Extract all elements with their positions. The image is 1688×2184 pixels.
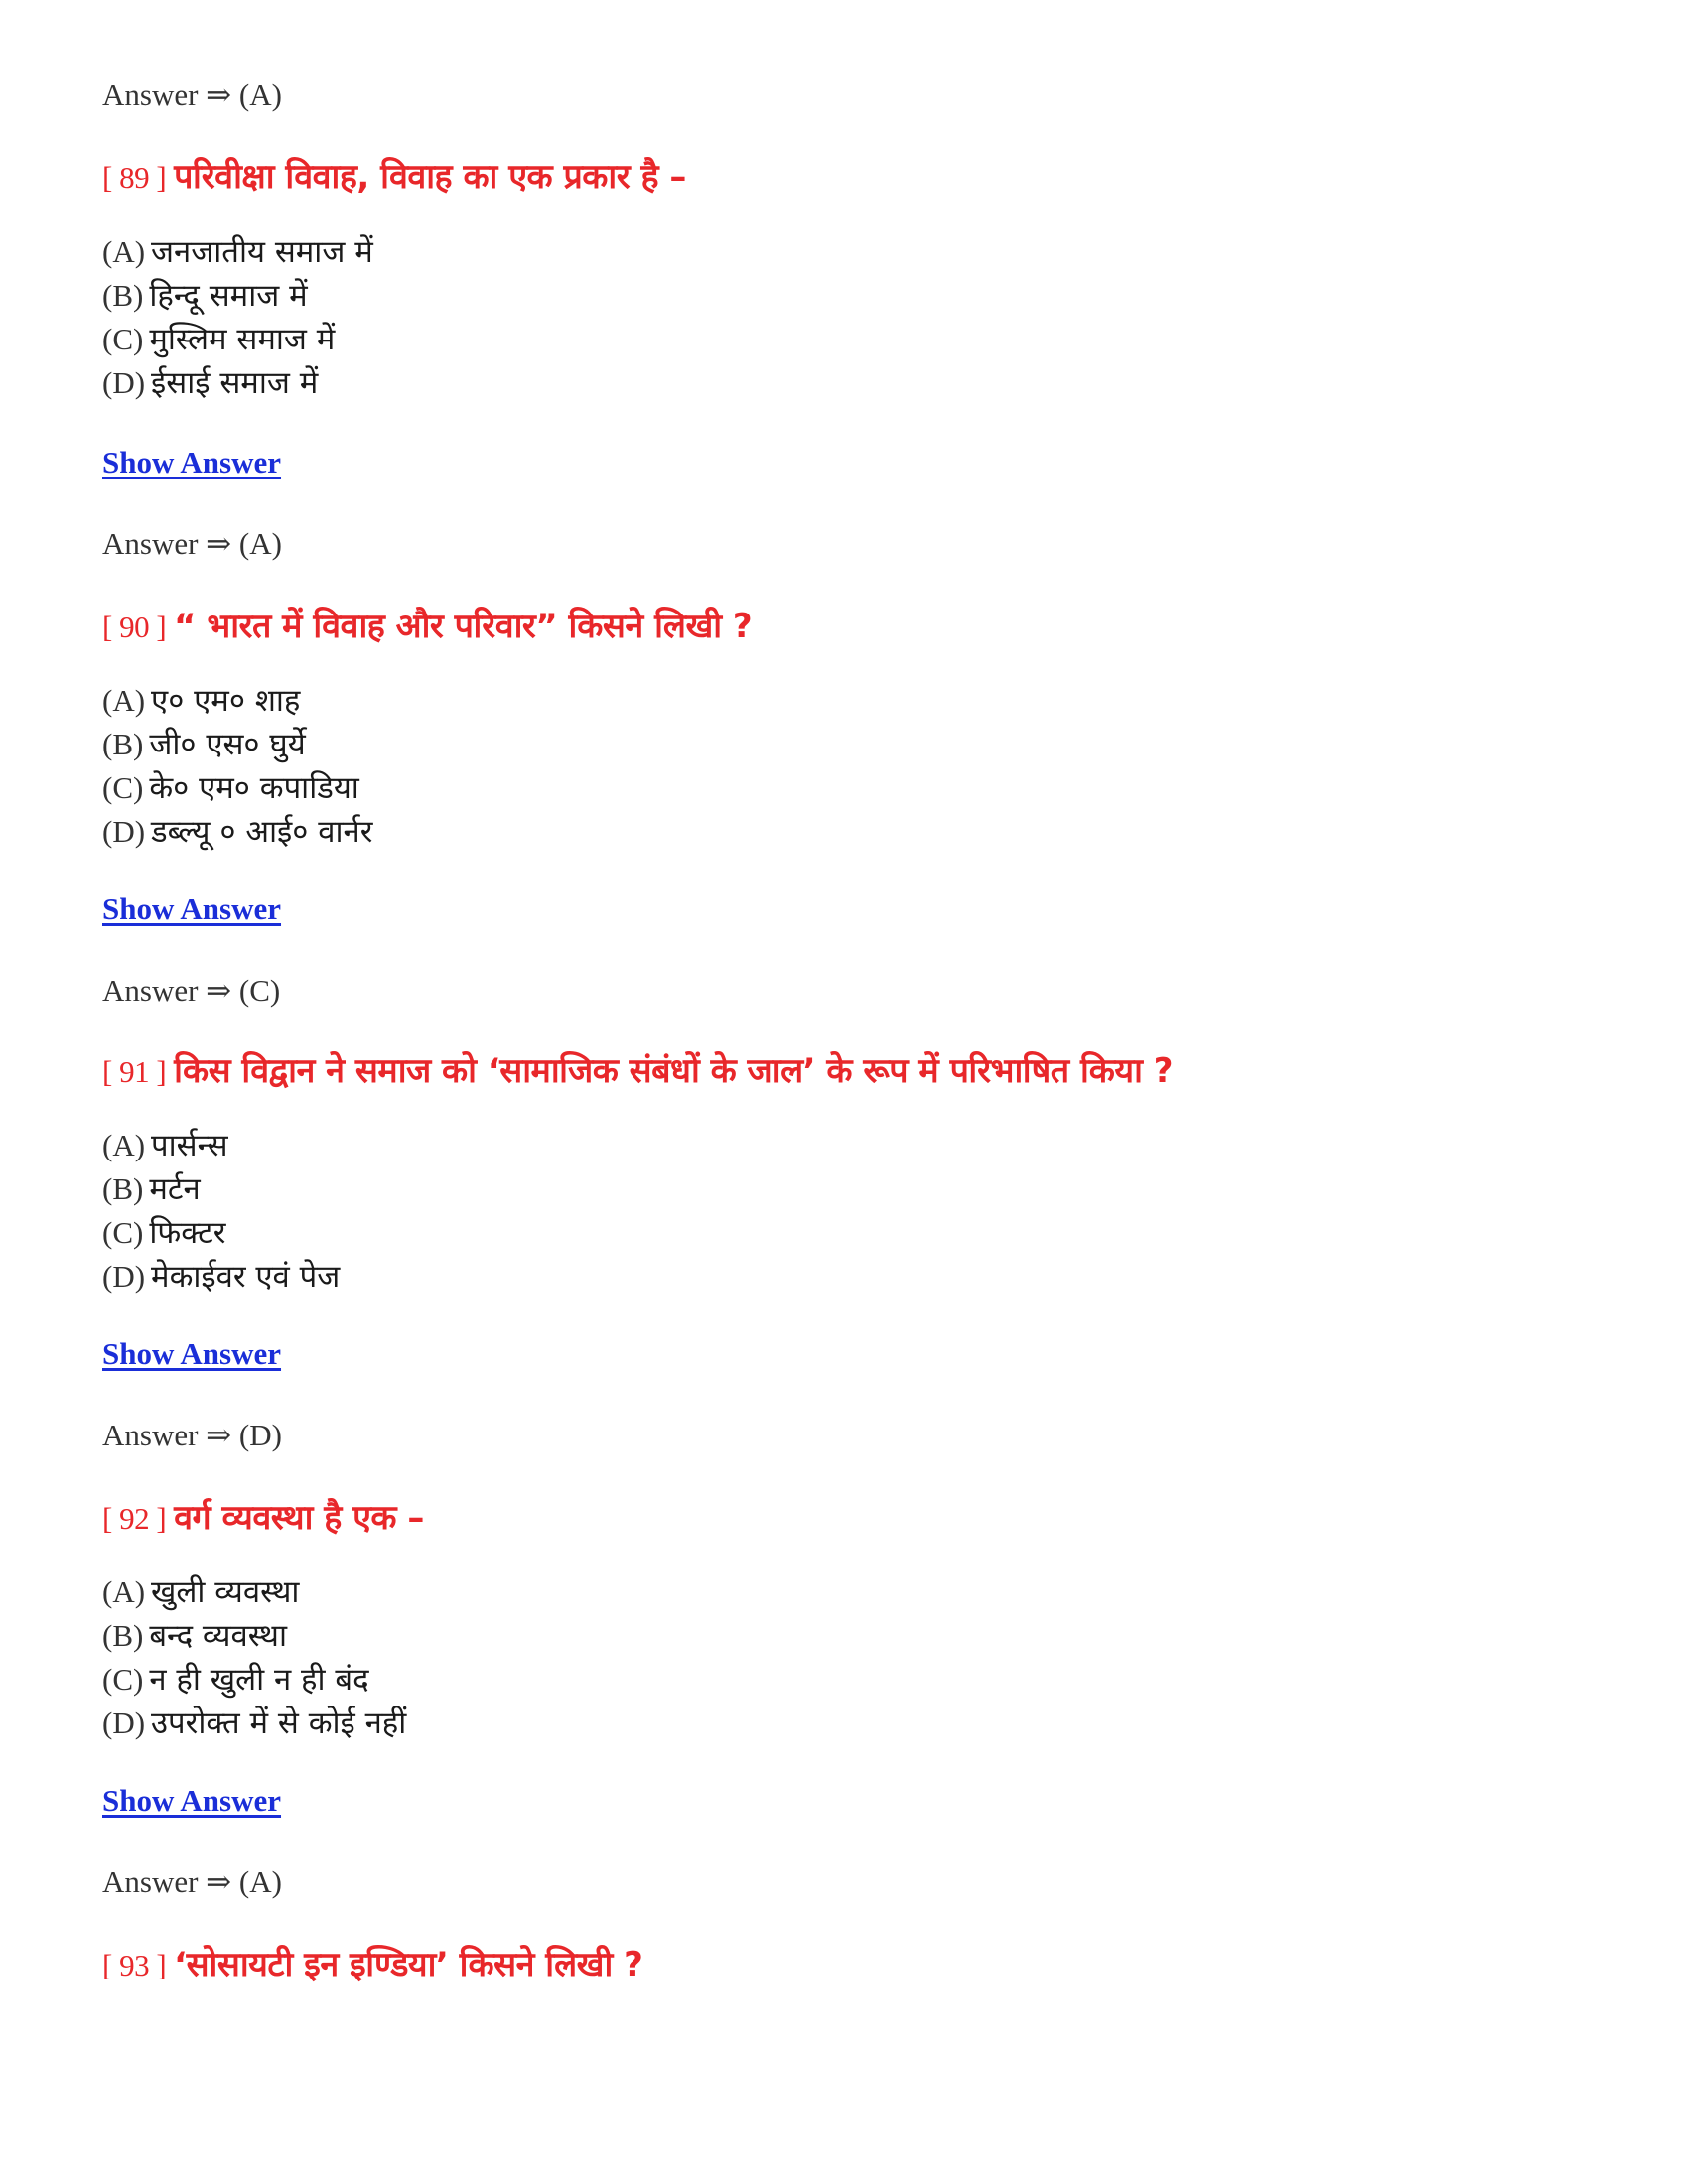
option-c bbox=[102, 1658, 406, 1702]
question-number: [ 91 ] bbox=[102, 1054, 167, 1089]
show-answer-link-92[interactable]: Show Answer bbox=[102, 1783, 282, 1818]
option-a bbox=[102, 230, 373, 274]
answer-value: (C) bbox=[238, 973, 281, 1008]
option-d bbox=[102, 810, 372, 854]
answer-value: (A) bbox=[238, 1864, 282, 1899]
answer-line-91 bbox=[102, 1418, 282, 1453]
option-c bbox=[102, 318, 373, 361]
question-number: [ 89 ] bbox=[102, 160, 167, 195]
answer-prefix: Answer ⇒ bbox=[102, 1864, 232, 1899]
option-d bbox=[102, 361, 373, 405]
option-text: के० एम० कपाडिया bbox=[149, 770, 359, 806]
option-letter: (D) bbox=[102, 365, 146, 400]
option-b bbox=[102, 274, 373, 318]
option-letter: (D) bbox=[102, 1706, 146, 1740]
option-letter: (A) bbox=[102, 683, 146, 718]
option-letter: (A) bbox=[102, 1574, 146, 1609]
option-text: उपरोक्त में से कोई नहीं bbox=[151, 1706, 407, 1741]
option-letter: (B) bbox=[102, 1171, 144, 1206]
question-text: वर्ग व्यवस्था है एक – bbox=[174, 1498, 424, 1538]
option-text: जी० एस० घुर्ये bbox=[149, 727, 306, 762]
show-answer-link-91[interactable]: Show Answer bbox=[102, 1336, 282, 1371]
question-text: “ भारत में विवाह और परिवार” किसने लिखी ? bbox=[174, 607, 753, 646]
option-letter: (B) bbox=[102, 727, 144, 761]
option-text: खुली व्यवस्था bbox=[151, 1574, 300, 1610]
option-c bbox=[102, 1211, 340, 1255]
option-letter: (C) bbox=[102, 1662, 144, 1697]
option-letter: (C) bbox=[102, 322, 144, 356]
option-text: हिन्दू समाज में bbox=[149, 278, 308, 314]
question-text: ‘सोसायटी इन इण्डिया’ किसने लिखी ? bbox=[174, 1945, 643, 1984]
answer-prefix: Answer ⇒ bbox=[102, 1418, 232, 1452]
option-letter: (D) bbox=[102, 814, 146, 849]
option-a bbox=[102, 1570, 406, 1614]
options-89 bbox=[102, 230, 373, 405]
option-letter: (A) bbox=[102, 1128, 146, 1162]
answer-line-89 bbox=[102, 526, 282, 562]
answer-line-90 bbox=[102, 973, 280, 1009]
option-text: ईसाई समाज में bbox=[151, 365, 319, 401]
option-text: ए० एम० शाह bbox=[151, 683, 301, 719]
option-a bbox=[102, 1124, 340, 1167]
option-letter: (C) bbox=[102, 770, 144, 805]
question-92 bbox=[102, 1493, 424, 1539]
question-90 bbox=[102, 602, 752, 647]
options-90 bbox=[102, 679, 372, 854]
answer-line-92 bbox=[102, 1864, 282, 1900]
question-89 bbox=[102, 152, 686, 198]
option-letter: (A) bbox=[102, 234, 146, 269]
show-answer-link-90[interactable]: Show Answer bbox=[102, 891, 282, 926]
option-text: बन्द व्यवस्था bbox=[149, 1618, 288, 1654]
option-text: डब्ल्यू ० आई० वार्नर bbox=[151, 814, 373, 850]
options-91 bbox=[102, 1124, 340, 1298]
answer-value: (A) bbox=[238, 77, 282, 112]
question-text: किस विद्वान ने समाज को ‘सामाजिक संबंधों के जाल’ के रूप में परिभाषित किया ? bbox=[174, 1051, 1173, 1091]
question-number: [ 92 ] bbox=[102, 1501, 167, 1536]
question-number: [ 93 ] bbox=[102, 1948, 167, 1982]
answer-prefix: Answer ⇒ bbox=[102, 973, 232, 1008]
option-text: मुस्लिम समाज में bbox=[149, 322, 336, 357]
answer-prefix: Answer ⇒ bbox=[102, 526, 232, 561]
option-d bbox=[102, 1702, 406, 1745]
option-letter: (D) bbox=[102, 1259, 146, 1294]
option-d bbox=[102, 1255, 340, 1298]
option-letter: (B) bbox=[102, 1618, 144, 1653]
option-text: जनजातीय समाज में bbox=[151, 234, 373, 270]
option-c bbox=[102, 766, 372, 810]
option-letter: (C) bbox=[102, 1215, 144, 1250]
answer-prefix: Answer ⇒ bbox=[102, 77, 232, 112]
answer-value: (A) bbox=[238, 526, 282, 561]
show-answer-link-89[interactable]: Show Answer bbox=[102, 445, 282, 479]
question-93 bbox=[102, 1940, 642, 1985]
question-text: परिवीक्षा विवाह, विवाह का एक प्रकार है – bbox=[174, 157, 686, 197]
option-text: मेकाईवर एवं पेज bbox=[151, 1259, 341, 1295]
option-letter: (B) bbox=[102, 278, 144, 313]
option-text: फिक्टर bbox=[149, 1215, 226, 1251]
option-a bbox=[102, 679, 372, 723]
answer-value: (D) bbox=[238, 1418, 282, 1452]
option-b bbox=[102, 723, 372, 766]
option-b bbox=[102, 1614, 406, 1658]
option-text: पार्सन्स bbox=[151, 1128, 228, 1163]
option-text: न ही खुली न ही बंद bbox=[149, 1662, 369, 1698]
answer-line-88 bbox=[102, 77, 282, 113]
options-92 bbox=[102, 1570, 406, 1745]
option-text: मर्टन bbox=[149, 1171, 201, 1207]
question-91 bbox=[102, 1046, 1173, 1092]
question-number: [ 90 ] bbox=[102, 610, 167, 644]
option-b bbox=[102, 1167, 340, 1211]
